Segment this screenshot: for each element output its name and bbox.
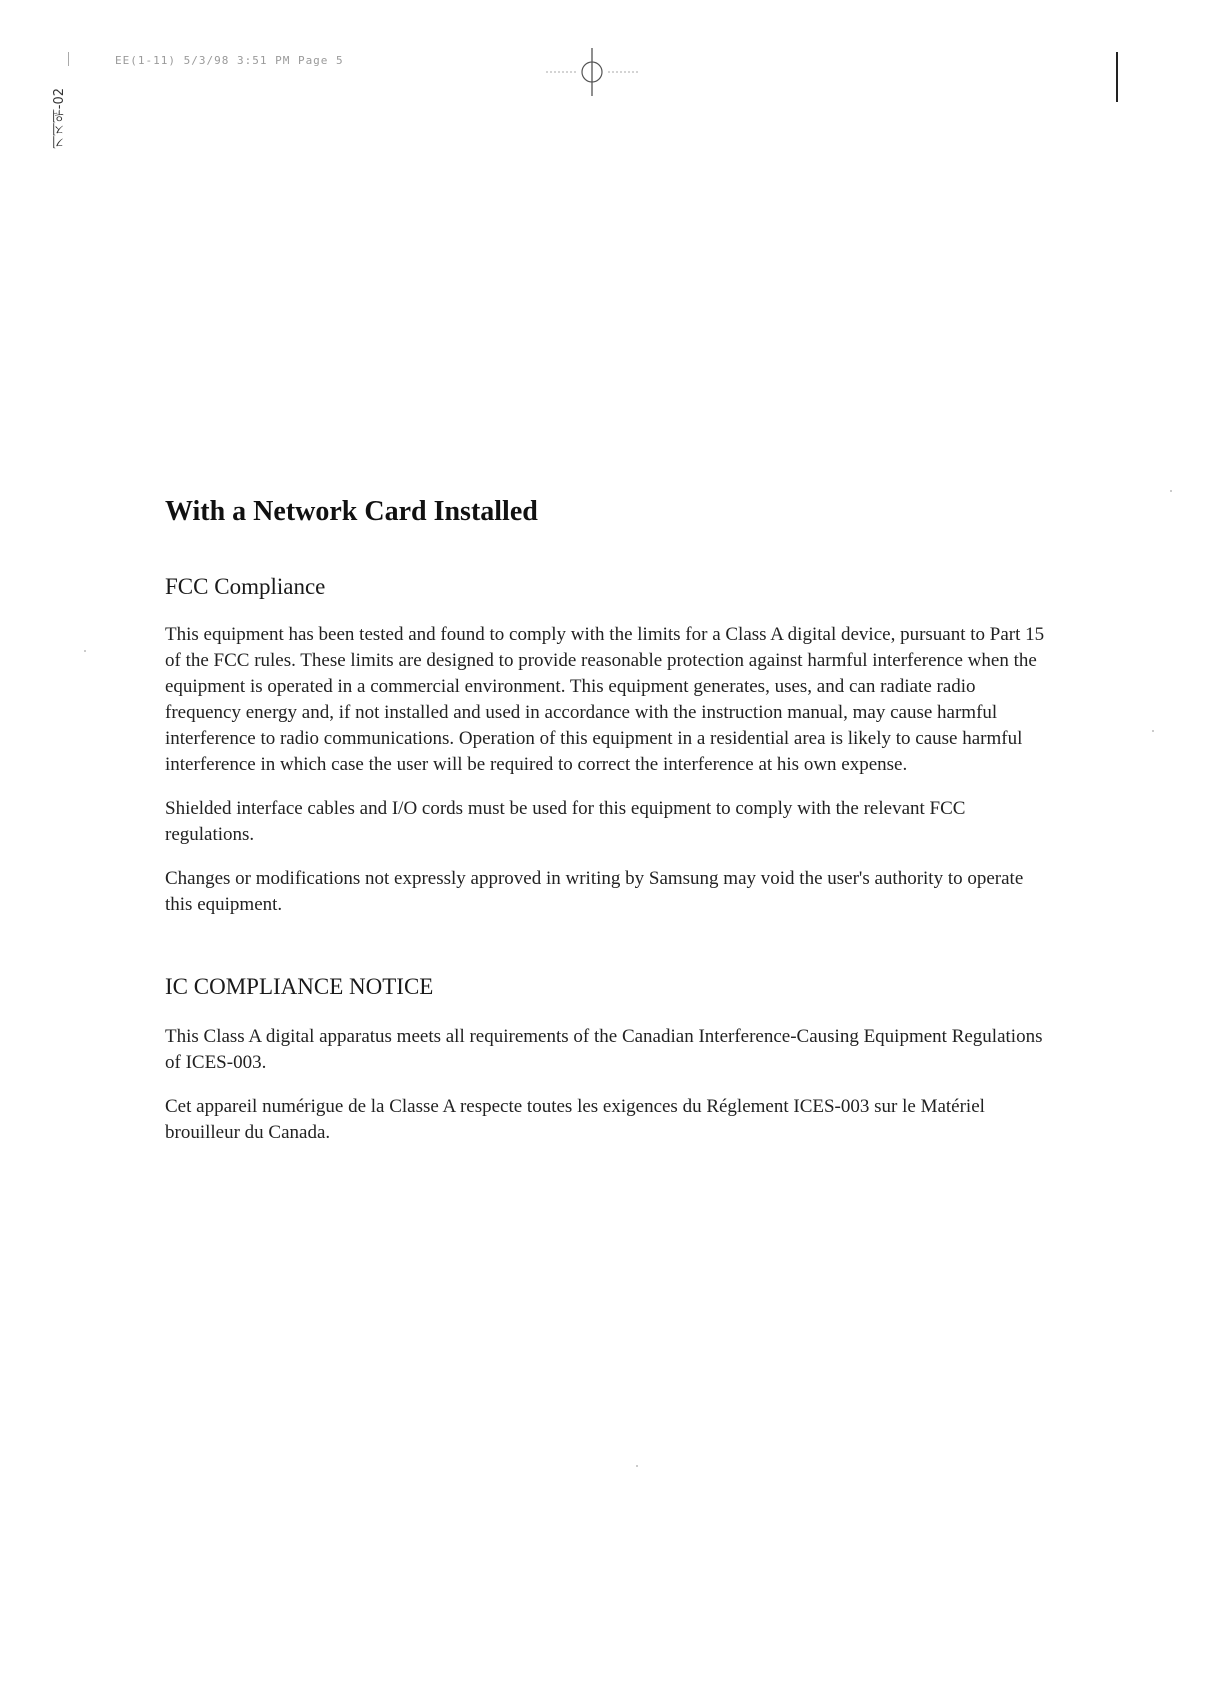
fcc-paragraph: Shielded interface cables and I/O cords must be used for this equipment to comply with the relevant FCC regulations. (165, 798, 966, 845)
margin-tick (68, 52, 69, 66)
fcc-paragraph: This equipment has been tested and found to comply with the limits for a Class A digital device, pursuant to Part 15 of the FCC rules. These limits are designed to provide reasonable protection against harmful interference when the equipment is operated in a commercial environment. This equipment generates, uses, and can radiate radio frequency energy and, if not installed and used in accordance with the instruction manual, may cause harmful interference to radio communications. Operation of this equipment in a residential area is likely to cause harmful interference in which case the user will be required to correct the interference at his own expense. (165, 624, 1045, 775)
print-header: EE(1-11) 5/3/98 3:51 PM Page 5 (115, 54, 344, 67)
side-tag: 기지워-02 (52, 88, 67, 149)
scan-speck (1170, 490, 1172, 492)
scan-speck (84, 650, 86, 652)
ic-paragraph: Cet appareil numérigue de la Classe A respecte toutes les exigences du Réglement ICES-003 sur le Matériel brouilleur du Canada. (165, 1096, 985, 1143)
fcc-heading: FCC Compliance (165, 574, 326, 599)
scan-speck (1152, 730, 1154, 732)
page-title: With a Network Card Installed (165, 496, 538, 527)
document-body (165, 496, 1045, 1164)
ic-heading: IC COMPLIANCE NOTICE (165, 974, 434, 999)
scan-speck (636, 1465, 638, 1467)
margin-bar (1116, 52, 1118, 102)
ic-paragraph: This Class A digital apparatus meets all requirements of the Canadian Interference-Causing Equipment Regulations of ICES-003. (165, 1026, 1043, 1073)
registration-mark-icon (546, 40, 646, 100)
fcc-paragraph: Changes or modifications not expressly approved in writing by Samsung may void the user's authority to operate this equipment. (165, 868, 1024, 915)
